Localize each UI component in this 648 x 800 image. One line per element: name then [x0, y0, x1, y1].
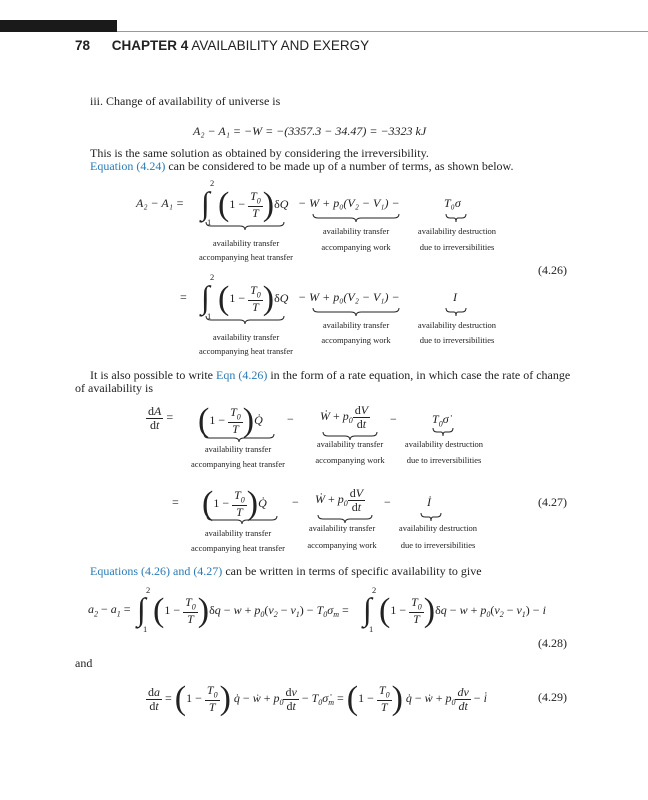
label-destruction-2: availability destruction — [417, 320, 497, 330]
equations-4-26-4-27-link[interactable]: Equations (4.26) and (4.27) — [90, 564, 223, 578]
label-irrev-2: due to irreversibilities — [419, 335, 495, 345]
eq428-lhs: $a_2 - a_1$ = — [88, 602, 131, 619]
paragraph-2-line-1 — [90, 368, 570, 383]
underbrace-work-1 — [312, 213, 400, 223]
header-rule — [117, 31, 648, 32]
paragraph-3-text: can be written in terms of specific availability to give — [222, 564, 482, 578]
eq429-equation: $\frac{da}{dt}$ = (1 − $\frac{T_0}{T}$ ) q̇ − ẇ + $p_0$ $\frac{dv}{dt}$ − $T_0\sigmȧ_m = (1$ − $\frac{T_0}{T}$ ) q̇ − ẇ + $p_0$ $\frac{dv}{dt}$ − i̇ — [148, 680, 487, 717]
label-irrev-3: due to irreversibilities — [406, 455, 482, 465]
paragraph-3 — [90, 564, 482, 579]
eq427-minus-2: − — [390, 412, 397, 426]
label-avail-transfer-4b: availability transfer — [308, 523, 376, 533]
paragraph-2-line-2: of availability is — [75, 381, 153, 395]
eq426b-limit-upper: 2 — [210, 272, 215, 282]
label-avail-transfer-2a: availability transfer — [212, 332, 280, 342]
eq428-right: (1 − $\frac{T_0}{T}$ )$\delta q - w + p_0(v_2 - v_1) - i$ — [379, 592, 546, 629]
paragraph-1-line-1: This is the same solution as obtained by considering the irreversibility. — [90, 146, 429, 160]
underbrace-destruction-3 — [432, 427, 454, 437]
underbrace-heat-3 — [203, 433, 275, 443]
paragraph-2-text-b: in the form of a rate equation, in which case the rate of change — [267, 368, 571, 382]
eq427b-destruction-term: İ — [427, 495, 431, 509]
label-heat-2a: accompanying heat transfer — [199, 346, 293, 356]
eq428-middle: (1 − $\frac{T_0}{T}$ )$\delta q - w + p_0(v_2 - v_1) - T_0\sigma_m$ = — [153, 592, 349, 629]
item-iii: iii. Change of availability of universe is — [90, 94, 281, 108]
eqn-4-26-link[interactable]: Eqn (4.26) — [216, 368, 268, 382]
eq427-minus-1: − — [287, 412, 294, 426]
eq427b-minus-1: − — [292, 495, 299, 509]
eq426-heat-term: (1 − $\frac{T_0}{T}$ )δQ — [218, 186, 289, 223]
integral-sign: ∫ — [201, 185, 210, 221]
underbrace-destruction-1 — [445, 213, 467, 223]
label-irrev-4: due to irreversibilities — [400, 540, 476, 550]
equation-universe: A₂ − A₁ = −W = −(3357.3 − 34.47) = −3323 kJ — [193, 124, 427, 138]
eq427-destruction-term: $T_0\sigmȧ$ — [432, 412, 449, 429]
eq426-lhs: A₂ − A₁ = — [136, 196, 184, 210]
underbrace-heat-1 — [205, 221, 285, 231]
label-irrev-1: due to irreversibilities — [419, 242, 495, 252]
eq426-equals: = — [180, 290, 187, 304]
eq426-destruction-term: T₀σ — [444, 196, 461, 210]
eq427-number: (4.27) — [538, 495, 567, 509]
label-avail-transfer-3a: availability transfer — [204, 444, 272, 454]
eq426b-destruction-term: I — [453, 290, 457, 304]
label-avail-transfer-1b: availability transfer — [322, 226, 390, 236]
eq427b-equals: = — [172, 495, 179, 509]
eq427-lhs: $\frac{dA}{dt}$ = — [148, 404, 174, 432]
eq426-work-term: − W + p₀(V₂ − V₁) − — [298, 196, 400, 210]
label-avail-transfer-3b: availability transfer — [316, 439, 384, 449]
eq428-limit-upper-1: 2 — [146, 585, 151, 595]
label-heat-1a: accompanying heat transfer — [199, 252, 293, 262]
label-destruction-3: availability destruction — [404, 439, 484, 449]
underbrace-heat-2 — [205, 315, 285, 325]
page-number: 78 — [75, 38, 91, 53]
paragraph-1-text: can be considered to be made up of a number of terms, as shown below. — [165, 159, 514, 173]
eq426-number: (4.26) — [538, 263, 567, 277]
eq427b-heat-term: (1 − $\frac{T_0}{T}$ )Q̇ — [202, 485, 267, 522]
label-avail-transfer-4a: availability transfer — [204, 528, 272, 538]
eq427b-minus-2: − — [384, 495, 391, 509]
underbrace-destruction-4 — [420, 512, 442, 522]
integral-sign-4: ∫ — [363, 591, 372, 627]
header-bar — [0, 20, 117, 32]
eq426-limit-lower: 1 — [207, 217, 212, 227]
label-destruction-4: availability destruction — [398, 523, 478, 533]
paragraph-1-line-2 — [90, 159, 513, 174]
equation-4-24-link[interactable]: Equation (4.24) — [90, 159, 166, 173]
eq426-limit-upper: 2 — [210, 178, 215, 188]
eq426b-heat-term: (1 − $\frac{T_0}{T}$ )δQ — [218, 280, 289, 317]
paragraph-2-text-a: It is also possible to write — [90, 368, 216, 382]
eq428-limit-lower-1: 1 — [143, 624, 148, 634]
label-avail-transfer-1a: availability transfer — [212, 238, 280, 248]
eq427-heat-term: (1 − $\frac{T_0}{T}$ )Q̇ — [198, 402, 263, 439]
eq428-limit-upper-2: 2 — [372, 585, 377, 595]
label-heat-4a: accompanying heat transfer — [191, 543, 285, 553]
label-destruction-1: availability destruction — [417, 226, 497, 236]
running-header — [75, 38, 369, 53]
chapter-title: AVAILABILITY AND EXERGY — [191, 38, 370, 53]
eq427-work-term: Ẇ + $p_0$ $\frac{dV}{dt}$ — [320, 403, 369, 431]
eq426b-work-term: − W + p₀(V₂ − V₁) − — [298, 290, 400, 304]
label-work-1: accompanying work — [321, 242, 391, 252]
eq427b-work-term: Ẇ + $p_0$ $\frac{dV}{dt}$ — [315, 486, 364, 514]
label-work-4: accompanying work — [307, 540, 377, 550]
eq428-limit-lower-2: 1 — [369, 624, 374, 634]
integral-sign-2: ∫ — [201, 279, 210, 315]
underbrace-destruction-2 — [445, 307, 467, 317]
and-word: and — [75, 656, 93, 670]
eq428-number: (4.28) — [538, 636, 567, 650]
underbrace-work-2 — [312, 307, 400, 317]
label-work-2: accompanying work — [321, 335, 391, 345]
label-work-3: accompanying work — [315, 455, 385, 465]
label-avail-transfer-2b: availability transfer — [322, 320, 390, 330]
chapter-label: CHAPTER 4 — [111, 38, 189, 53]
eq426b-limit-lower: 1 — [207, 311, 212, 321]
underbrace-heat-4 — [206, 515, 278, 525]
eq429-number: (4.29) — [538, 690, 567, 704]
label-heat-3a: accompanying heat transfer — [191, 459, 285, 469]
integral-sign-3: ∫ — [137, 591, 146, 627]
